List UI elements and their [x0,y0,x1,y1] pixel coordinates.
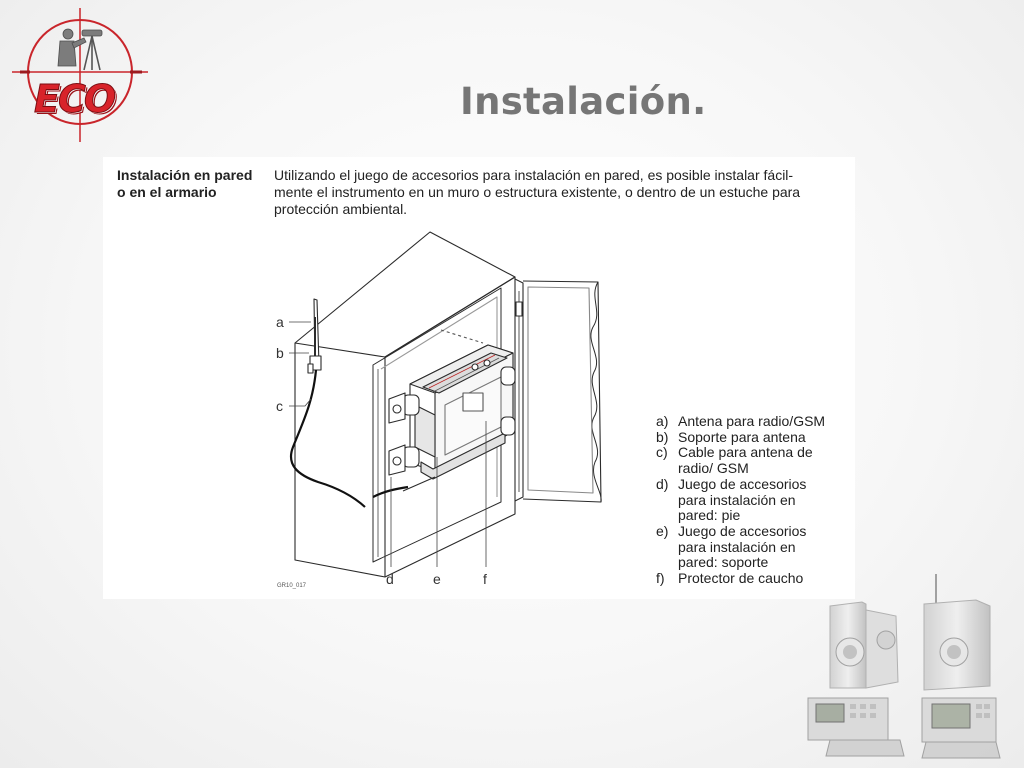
legend-text: radio/ GSM [678,460,749,477]
content-panel [103,157,855,599]
section-heading-line: o en el armario [117,184,217,200]
legend-text: para instalación en [678,538,796,555]
total-station-left [808,602,904,756]
cabinet-top [295,232,515,357]
antenna [308,299,321,373]
callout-a: a [276,314,284,330]
door-handle [516,302,522,316]
legend-text: Antena para radio/GSM [678,413,826,429]
eco-logo [10,8,150,143]
slide-title: Instalación. [460,80,707,123]
legend-text: Protector de caucho [678,570,804,587]
cabinet-side-panel [295,343,385,577]
callout-f: f [483,571,487,587]
legend-item [656,477,856,524]
callout-c: c [276,398,283,414]
legend-key: b) [656,428,669,445]
intro-line: mente el instrumento en un muro o estructura existente, o dentro de un estuche para [274,184,801,200]
legend-item [656,445,856,476]
legend-key: d) [656,475,669,492]
callout-b: b [276,345,284,361]
legend-text: pared: pie [678,507,741,524]
legend-text: Cable para antena de [678,444,813,461]
figure-legend [656,414,856,587]
total-station-right [922,574,1000,758]
legend-item [656,430,856,446]
logo-emblem [10,8,150,143]
legend-key: c) [656,444,668,461]
legend-text: pared: soporte [678,554,769,571]
logo-wordmark: ECO [34,77,115,121]
legend-text: Juego de accesorios [678,475,807,492]
legend-key: a) [656,413,669,429]
legend-text: Soporte para antena [678,428,806,445]
legend-item [656,414,856,430]
intro-line: protección ambiental. [274,201,408,217]
callout-e: e [433,571,441,587]
figure-code: GR10_017 [277,583,307,589]
antenna-cable [291,370,365,507]
legend-text: Juego de accesorios [678,522,807,539]
callout-d: d [386,571,394,587]
legend-key: f) [656,570,665,587]
total-station-illustration [800,570,1024,768]
section-heading-line: Instalación en pared [117,167,253,183]
intro-line: Utilizando el juego de accesorios para instalación en pared, es posible instalar fácil- [274,167,794,183]
legend-item [656,524,856,571]
legend-key: e) [656,522,669,539]
legend-text: para instalación en [678,491,796,508]
